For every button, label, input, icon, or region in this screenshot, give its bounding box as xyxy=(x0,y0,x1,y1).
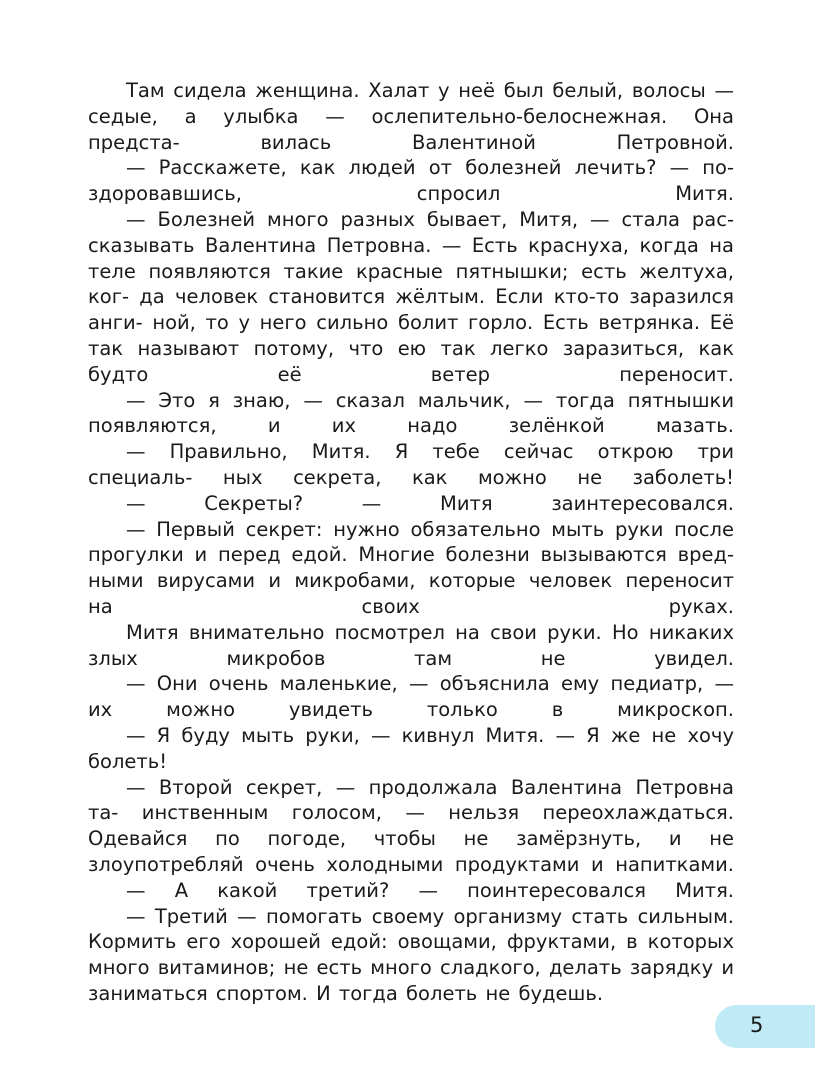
paragraph-3 xyxy=(88,207,734,388)
line-15: — Правильно, Митя. Я тебе сейчас открою три специаль- xyxy=(88,440,734,489)
line-7: сказывать Валентина Петровна. — Есть краснуха, когда на xyxy=(88,233,734,257)
line-30: по погоде, чтобы не замёрзнуть, и не злоупотребляй очень xyxy=(88,827,734,876)
line-27: болеть! xyxy=(88,749,168,773)
line-4: — Расскажете, как людей от болезней лечить? — по- xyxy=(126,156,734,180)
paragraph-11 xyxy=(88,775,734,878)
line-33: — Третий — помогать своему организму стать сильным. xyxy=(126,904,734,928)
line-11: называют потому, что ею так легко заразиться, как будто xyxy=(88,336,734,386)
line-14: появляются, и их надо зелёнкой мазать. xyxy=(88,414,734,438)
line-13: — Это я знаю, — сказал мальчик, — тогда пятнышки xyxy=(126,388,734,412)
line-19: прогулки и перед едой. Многие болезни вызываются вред- xyxy=(88,543,734,567)
line-28: — Второй секрет, — продолжала Валентина Петровна та- xyxy=(88,775,734,825)
line-35: много витаминов; не есть много сладкого, делать зарядку и xyxy=(88,956,734,980)
line-26: — Я буду мыть руки, — кивнул Митя. — Я же не хочу xyxy=(126,723,734,747)
paragraph-7 xyxy=(88,517,734,620)
paragraph-4 xyxy=(88,388,734,440)
paragraph-6 xyxy=(88,491,734,517)
line-21: своих руках. xyxy=(361,594,734,618)
line-25: их можно увидеть только в микроскоп. xyxy=(88,698,734,722)
page-number-tab xyxy=(715,1005,815,1048)
page-number: 5 xyxy=(750,1013,764,1037)
line-12: её ветер переносит. xyxy=(277,362,734,386)
line-6: — Болезней много разных бывает, Митя, — стала рас- xyxy=(126,207,734,231)
line-16: ных секрета, как можно не заболеть! xyxy=(222,465,734,489)
line-9: да человек становится жёлтым. Если кто-то заразился анги- xyxy=(88,285,734,335)
line-24: — Они очень маленькие, — объяснила ему педиатр, — xyxy=(126,672,734,696)
line-29: инственным голосом, — нельзя переохлаждаться. Одевайся xyxy=(88,801,734,851)
paragraph-1 xyxy=(88,78,734,155)
line-22: Митя внимательно посмотрел на свои руки. Но никаких xyxy=(126,620,734,644)
paragraph-8 xyxy=(88,620,734,672)
line-1: Там сидела женщина. Халат у неё был белый, волосы — xyxy=(126,79,734,102)
line-23: злых микробов там не увидел. xyxy=(88,646,734,670)
line-31: холодными продуктами и напитками. xyxy=(326,852,734,876)
line-17: — Секреты? — Митя заинтересовался. xyxy=(126,491,734,515)
line-3: вилась Валентиной Петровной. xyxy=(260,130,735,154)
line-20: ными вирусами и микробами, которые человек переносит на xyxy=(88,569,734,618)
paragraph-10 xyxy=(88,723,734,775)
paragraph-12 xyxy=(88,878,734,904)
line-34: Кормить его хорошей едой: овощами, фруктами, в которых xyxy=(88,930,734,954)
paragraph-13 xyxy=(88,904,734,1007)
line-36: заниматься спортом. И тогда болеть не будешь. xyxy=(88,981,604,1005)
paragraph-9 xyxy=(88,671,734,723)
line-10: ной, то у него сильно болит горло. Есть ветрянка. Её так xyxy=(88,311,735,360)
line-8: теле появляются такие красные пятнышки; есть желтуха, ког- xyxy=(88,259,734,309)
paragraph-2 xyxy=(88,155,734,207)
line-32: — А какой третий? — поинтересовался Митя. xyxy=(126,878,734,902)
line-5: здоровавшись, спросил Митя. xyxy=(88,182,734,206)
story-text xyxy=(88,78,734,1007)
line-18: — Первый секрет: нужно обязательно мыть руки после xyxy=(126,517,734,541)
paragraph-5 xyxy=(88,439,734,491)
line-2: седые, а улыбка — ослепительно-белоснежная. Она предста- xyxy=(88,104,734,154)
